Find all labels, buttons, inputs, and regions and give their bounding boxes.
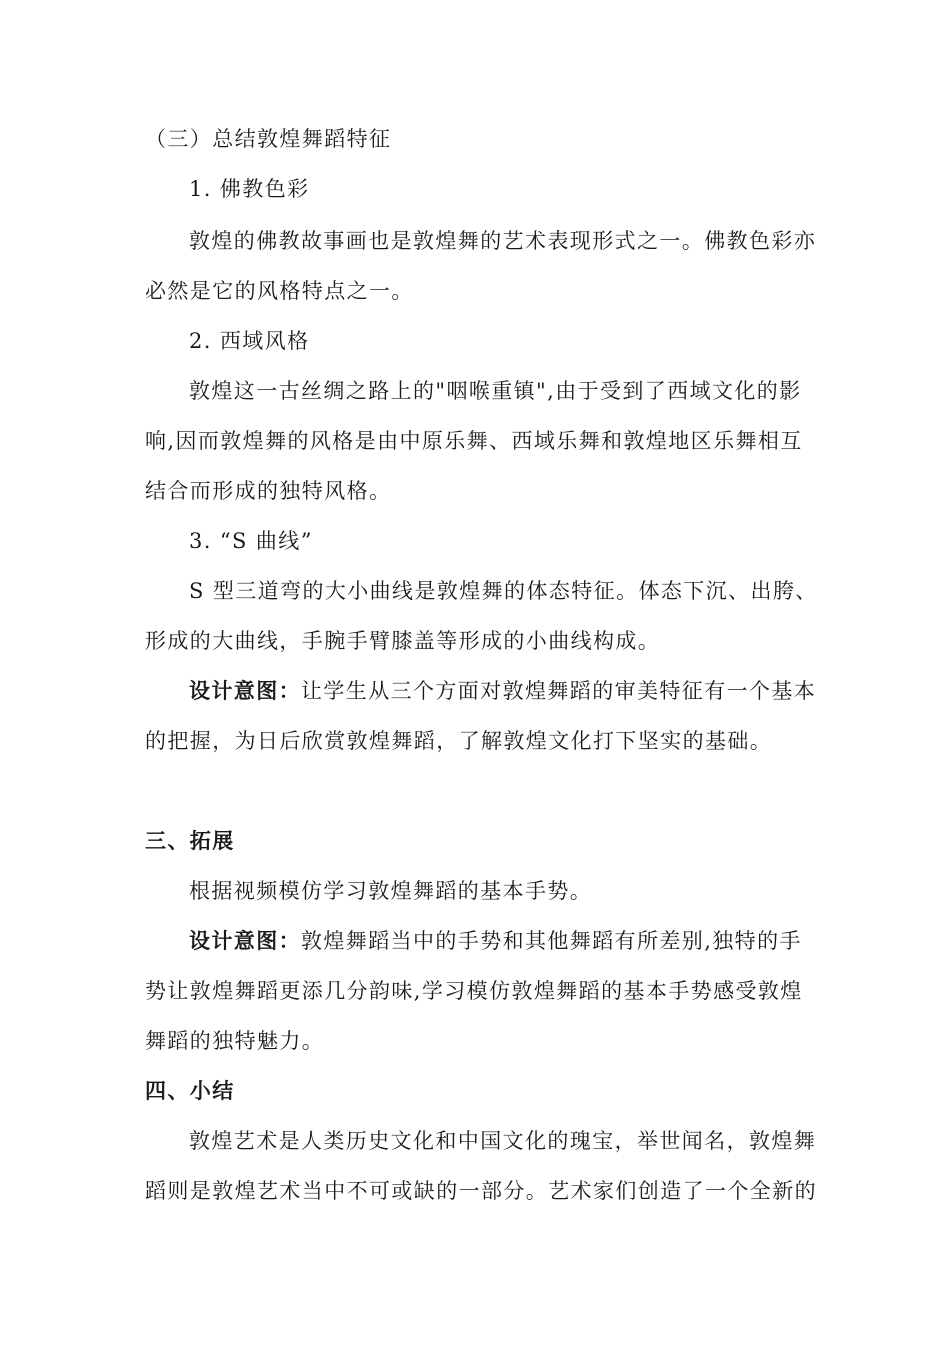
paragraph-line: 蹈则是敦煌艺术当中不可或缺的一部分。艺术家们创造了一个全新的 — [145, 1179, 817, 1203]
paragraph-line: 形成的大曲线，手腕手臂膝盖等形成的小曲线构成。 — [145, 629, 661, 653]
paragraph-line: S 型三道弯的大小曲线是敦煌舞的体态特征。体态下沉、出胯、 — [189, 579, 818, 603]
paragraph-line: 根据视频模仿学习敦煌舞蹈的基本手势。 — [189, 879, 593, 903]
item-heading-western-regions: 2. 西域风格 — [189, 329, 310, 353]
paragraph-line: 响,因而敦煌舞的风格是由中原乐舞、西域乐舞和敦煌地区乐舞相互 — [145, 429, 803, 453]
paragraph-line: 敦煌艺术是人类历史文化和中国文化的瑰宝，举世闻名，敦煌舞 — [189, 1129, 817, 1153]
design-intent-paragraph — [189, 926, 810, 956]
section-heading-extension: 三、拓展 — [145, 829, 235, 853]
paragraph-line: 结合而形成的独特风格。 — [145, 479, 392, 503]
paragraph-line: 必然是它的风格特点之一。 — [145, 279, 414, 303]
design-intent-text: 让学生从三个方面对敦煌舞蹈的审美特征有一个基本 — [301, 679, 817, 703]
paragraph-line: 舞蹈的独特魅力。 — [145, 1029, 325, 1053]
paragraph-line: 敦煌的佛教故事画也是敦煌舞的艺术表现形式之一。佛教色彩亦 — [189, 229, 817, 253]
paragraph-line: 敦煌这一古丝绸之路上的"咽喉重镇",由于受到了西域文化的影 — [189, 379, 802, 403]
section-heading-summary: （三）总结敦煌舞蹈特征 — [145, 127, 392, 151]
item-heading-s-curve: 3. “S 曲线” — [189, 529, 313, 553]
design-intent-label: 设计意图： — [189, 929, 301, 953]
design-intent-text: 敦煌舞蹈当中的手势和其他舞蹈有所差别,独特的手 — [301, 929, 802, 953]
paragraph-line: 势让敦煌舞蹈更添几分韵味,学习模仿敦煌舞蹈的基本手势感受敦煌 — [145, 979, 803, 1003]
item-heading-buddhist-color: 1. 佛教色彩 — [189, 177, 310, 201]
paragraph-line: 的把握，为日后欣赏敦煌舞蹈，了解敦煌文化打下坚实的基础。 — [145, 729, 773, 753]
design-intent-paragraph — [189, 676, 817, 706]
design-intent-label: 设计意图： — [189, 679, 301, 703]
section-heading-summary-final: 四、小结 — [145, 1079, 235, 1103]
